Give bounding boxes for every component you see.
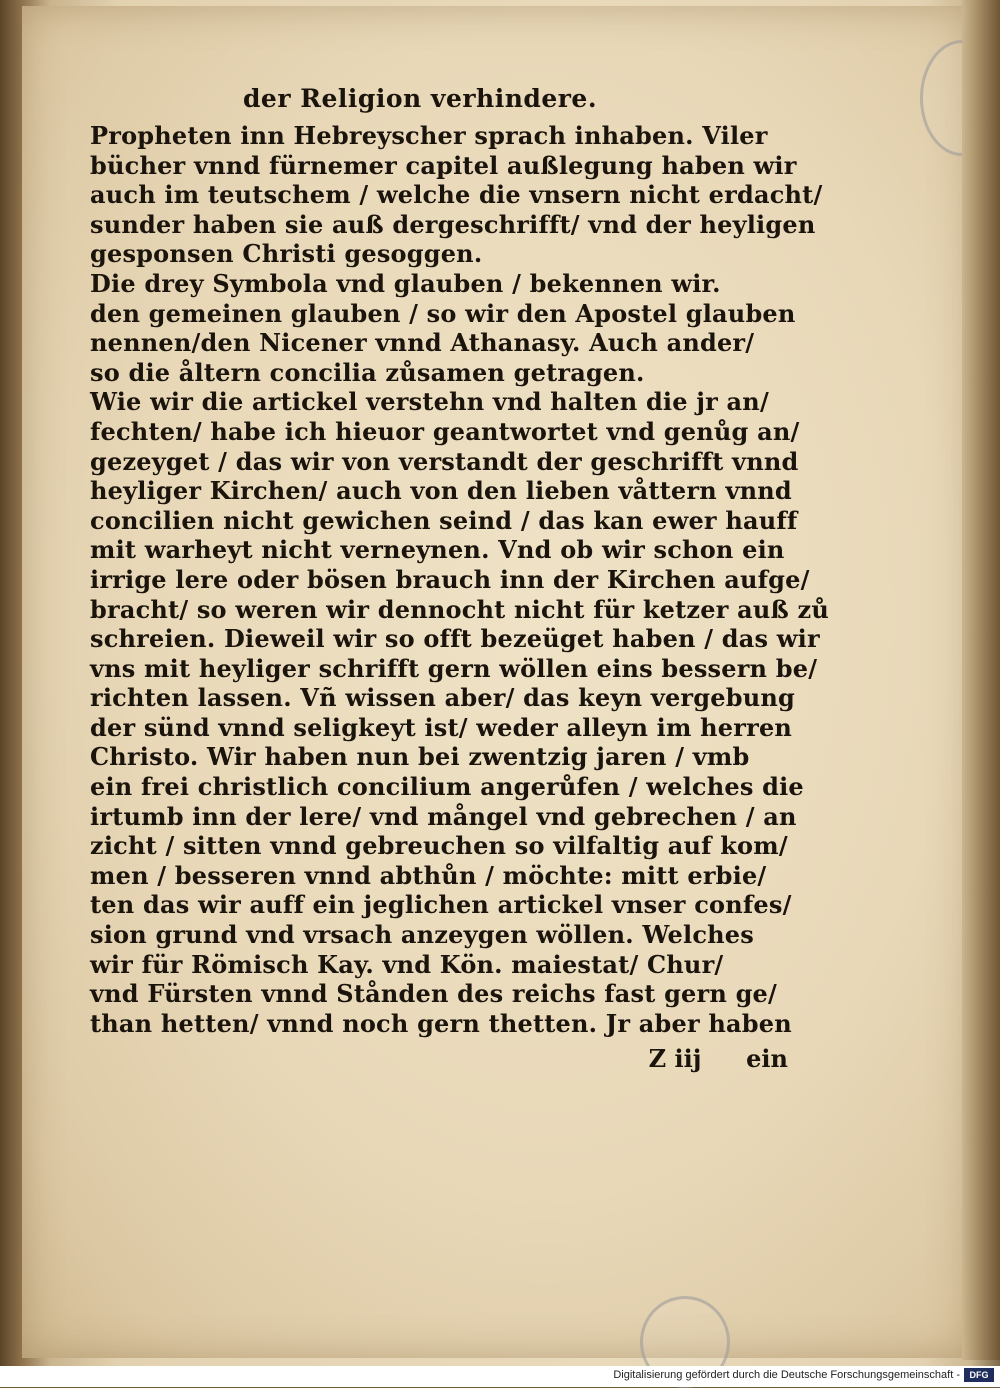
text-line: mit warheyt nicht verneynen. Vnd ob wir schon ein — [90, 535, 785, 565]
text-line: Die drey Symbola vnd glauben / bekennen wir. — [90, 268, 721, 298]
text-line: ein frei christlich concilium angerůfen / welches die — [90, 772, 804, 802]
book-page — [22, 6, 970, 1358]
text-line: richten lassen. Vñ wissen aber/ das keyn vergebung — [90, 683, 795, 713]
text-line: bracht/ so weren wir dennocht nicht für ketzer auß zů — [90, 594, 830, 624]
text-line: vns mit heyliger schrifft gern wöllen eins bessern be/ — [90, 653, 818, 683]
text-line: irtumb inn der lere/ vnd mångel vnd gebrechen / an — [90, 801, 797, 831]
text-line: wir für Römisch Kay. vnd Kön. maiestat/ Chur/ — [90, 949, 724, 979]
text-line: zicht / sitten vnnd gebreuchen so vilfaltig auf kom/ — [90, 831, 788, 861]
text-line: sion grund vnd vrsach anzeygen wöllen. Welches — [90, 920, 754, 950]
text-line: auch im teutschem / welche die vnsern nicht erdacht/ — [90, 180, 823, 210]
text-line: vnd Fürsten vnnd Stånden des reichs fast gern ge/ — [90, 979, 777, 1009]
page-edge — [962, 0, 1000, 1360]
text-line: fechten/ habe ich hieuor geantwortet vnd genůg an/ — [90, 416, 800, 446]
text-line: Christo. Wir haben nun bei zwentzig jaren / vmb — [90, 742, 750, 772]
text-line: so die åltern concilia zůsamen getragen. — [90, 357, 645, 387]
text-line: bücher vnnd fürnemer capitel außlegung haben wir — [90, 150, 797, 180]
text-line: Propheten inn Hebreyscher sprach inhaben. Viler — [90, 121, 768, 150]
text-line: nennen/den Nicener vnnd Athanasy. Auch ander/ — [90, 328, 755, 358]
signature-mark: Z iij — [648, 1044, 702, 1074]
text-line: schreien. Dieweil wir so offt bezeüget haben / das wir — [90, 624, 820, 654]
running-head: der Religion verhindere. — [242, 84, 598, 113]
text-line: ten das wir auff ein jeglichen artickel vnser confes/ — [90, 890, 792, 920]
catchword: ein — [746, 1044, 788, 1074]
text-line: heyliger Kirchen/ auch von den lieben våttern vnnd — [90, 476, 792, 506]
text-line: der sünd vnnd seligkeyt ist/ weder alleyn im herren — [90, 712, 793, 742]
text-line: gezeyget / das wir von verstandt der geschrifft vnnd — [90, 446, 799, 476]
text-line: den gemeinen glauben / so wir den Apostel glauben — [90, 298, 796, 328]
dfg-logo-icon: DFG — [964, 1368, 994, 1382]
body-text — [90, 121, 830, 1038]
text-line: sunder haben sie auß dergeschrifft/ vnd der heyligen — [90, 209, 816, 239]
text-line: men / besseren vnnd abthůn / möchte: mitt erbie/ — [90, 860, 767, 890]
text-line: irrige lere oder bösen brauch inn der Kirchen aufge/ — [90, 564, 810, 594]
text-line: gesponsen Christi gesoggen. — [90, 239, 483, 269]
text-line: than hetten/ vnnd noch gern thetten. Jr aber haben — [90, 1008, 792, 1038]
text-line: Wie wir die artickel verstehn vnd halten die jr an/ — [90, 387, 769, 417]
text-line: concilien nicht gewichen seind / das kan ewer hauff — [90, 505, 798, 535]
signature-line — [90, 1044, 790, 1074]
text-block — [90, 84, 830, 1074]
funding-credit: Digitalisierung gefördert durch die Deutsche Forschungsgemeinschaft - — [613, 1369, 960, 1381]
